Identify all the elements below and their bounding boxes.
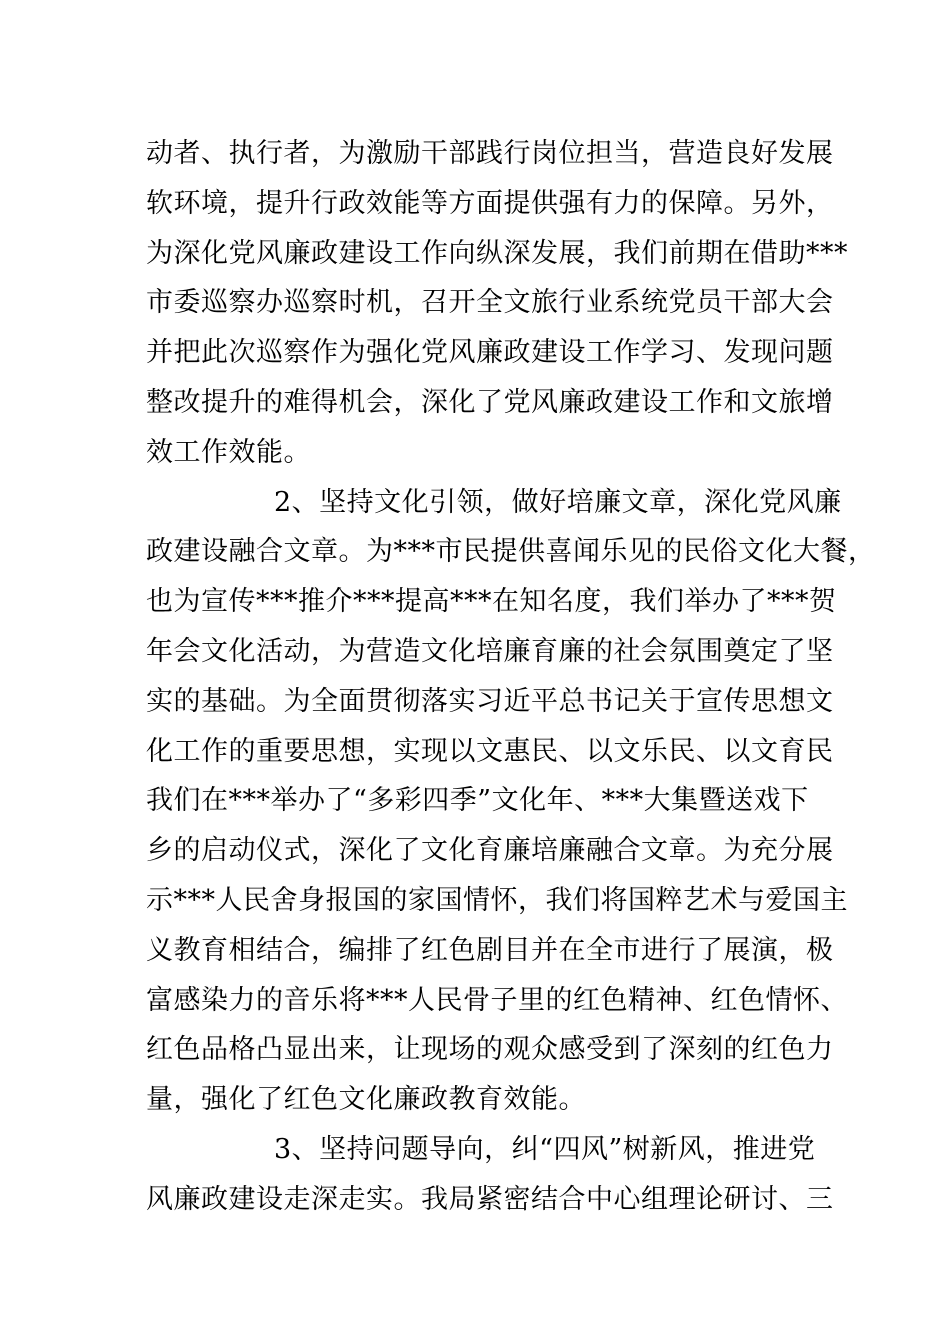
text-line: 市委巡察办巡察时机，召开全文旅行业系统党员干部大会 xyxy=(146,287,834,319)
paragraph-point-2 xyxy=(146,478,876,1125)
text-line: 整改提升的难得机会，深化了党风廉政建设工作和文旅增 xyxy=(146,386,834,418)
text-line: 动者、执行者，为激励干部践行岗位担当，营造良好发展 xyxy=(146,138,834,169)
text-line: 富感染力的音乐将***人民骨子里的红色精神、红色情怀、 xyxy=(146,984,848,1016)
text-line: 义教育相结合，编排了红色剧目并在全市进行了展演，极 xyxy=(146,934,834,966)
text-line: 乡的启动仪式，深化了文化育廉培廉融合文章。为充分展 xyxy=(146,835,834,867)
text-line: 效工作效能。 xyxy=(146,436,311,468)
text-line: 实的基础。为全面贯彻落实习近平总书记关于宣传思想文 xyxy=(146,685,834,717)
text-line: 软环境，提升行政效能等方面提供强有力的保障。另外， xyxy=(146,187,834,219)
text-line: 为深化党风廉政建设工作向纵深发展，我们前期在借助*** xyxy=(146,237,848,269)
text-line: 风廉政建设走深走实。我局紧密结合中心组理论研讨、三 xyxy=(146,1183,834,1215)
text-line: 政建设融合文章。为***市民提供喜闻乐见的民俗文化大餐， xyxy=(146,536,876,568)
text-line: 化工作的重要思想，实现以文惠民、以文乐民、以文育民 xyxy=(146,735,834,767)
paragraph-continuation xyxy=(146,129,848,478)
text-line: 量，强化了红色文化廉政教育效能。 xyxy=(146,1084,586,1116)
text-line: 并把此次巡察作为强化党风廉政建设工作学习、发现问题 xyxy=(146,337,834,369)
text-line: 示***人民舍身报国的家国情怀，我们将国粹艺术与爱国主 xyxy=(146,884,848,916)
paragraph-point-3 xyxy=(146,1125,834,1225)
paragraph-heading-line: 2、坚持文化引领，做好培廉文章，深化党风廉 xyxy=(274,486,842,518)
text-line: 年会文化活动，为营造文化培廉育廉的社会氛围奠定了坚 xyxy=(146,635,834,667)
paragraph-heading-line: 3、坚持问题导向，纠“四风”树新风，推进党 xyxy=(274,1133,816,1165)
text-line: 也为宣传***推介***提高***在知名度，我们举办了***贺 xyxy=(146,586,837,618)
document-body xyxy=(146,129,876,1225)
text-line: 我们在***举办了“多彩四季”文化年、***大集暨送戏下 xyxy=(146,785,809,817)
text-line: 红色品格凸显出来，让现场的观众感受到了深刻的红色力 xyxy=(146,1034,834,1066)
